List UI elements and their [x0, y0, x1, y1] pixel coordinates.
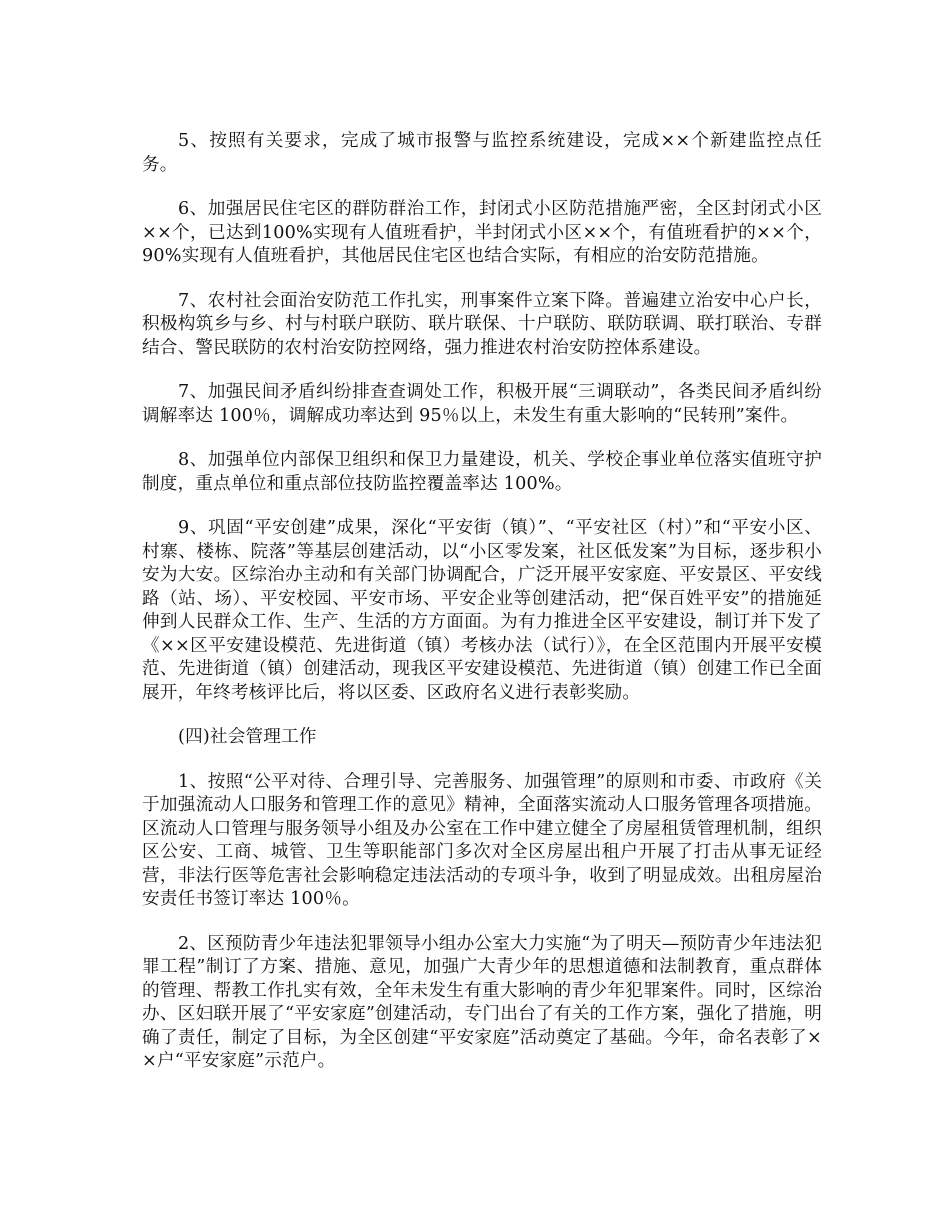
paragraph-item-7-rural: 7、农村社会面治安防范工作扎实，刑事案件立案下降。普遍建立治安中心户长，积极构筑乡与乡、村与村联户联防、联片联保、十户联防、联防联调、联打联治、专群结合、警民联防的农村治安防控网络，强力推进农村治安防控体系建设。: [142, 290, 822, 358]
paragraph-item-2: 2、区预防青少年违法犯罪领导小组办公室大力实施“为了明天—预防青少年违法犯罪工程”制订了方案、措施、意见，加强广大青少年的思想道德和法制教育，重点群体的管理、帮教工作扎实有效，全年未发生有重大影响的青少年犯罪案件。同时，区综治办、区妇联开展了“平安家庭”创建活动，专门出台了有关的工作方案，强化了措施，明确了责任，制定了目标，为全区创建“平安家庭”活动奠定了基础。今年，命名表彰了××户“平安家庭”示范户。: [142, 933, 822, 1071]
paragraph-item-6: 6、加强居民住宅区的群防群治工作，封闭式小区防范措施严密，全区封闭式小区××个，已达到100%实现有人值班看护，半封闭式小区××个，有值班看护的××个，90%实现有人值班看护，其他居民住宅区也结合实际，有相应的治安防范措施。: [142, 199, 822, 266]
paragraph-item-5: 5、按照有关要求，完成了城市报警与监控系统建设，完成××个新建监控点任务。: [142, 131, 822, 175]
paragraph-item-9: 9、巩固“平安创建”成果，深化“平安街（镇）”、“平安社区（村）”和“平安小区、村寨、楼栋、院落”等基层创建活动，以“小区零发案，社区低发案”为目标，逐步积小安为大安。区综治办主动和有关部门协调配合，广泛开展平安家庭、平安景区、平安线路（站、场）、平安校园、平安市场、平安企业等创建活动，把“保百姓平安”的措施延伸到人民群众工作、生产、生活的方方面面。为有力推进全区平安建设，制订并下发了《××区平安建设模范、先进街道（镇）考核办法（试行）》，在全区范围内开展平安模范、先进街道（镇）创建活动，现我区平安建设模范、先进街道（镇）创建工作已全面展开，年终考核评比后，将以区委、区政府名义进行表彰奖励。: [142, 518, 822, 703]
paragraph-item-8: 8、加强单位内部保卫组织和保卫力量建设，机关、学校企事业单位落实值班守护制度，重点单位和重点部位技防监控覆盖率达 100%。: [142, 450, 822, 494]
section-heading-social-management: (四)社会管理工作: [178, 727, 317, 747]
document-body: [142, 130, 822, 1095]
paragraph-item-1: 1、按照“公平对待、合理引导、完善服务、加强管理”的原则和市委、市政府《关于加强流动人口服务和管理工作的意见》精神，全面落实流动人口服务管理各项措施。区流动人口管理与服务领导小组及办公室在工作中建立健全了房屋租赁管理机制，组织区公安、工商、城管、卫生等职能部门多次对全区房屋出租户开展了打击从事无证经营，非法行医等危害社会影响稳定违法活动的专项斗争，收到了明显成效。出租房屋治安责任书签订率达 100％。: [142, 771, 822, 909]
paragraph-item-7-disputes: 7、加强民间矛盾纠纷排查查调处工作，积极开展“三调联动”，各类民间矛盾纠纷调解率达 100％，调解成功率达到 95％以上，未发生有重大影响的“民转刑”案件。: [142, 382, 822, 426]
